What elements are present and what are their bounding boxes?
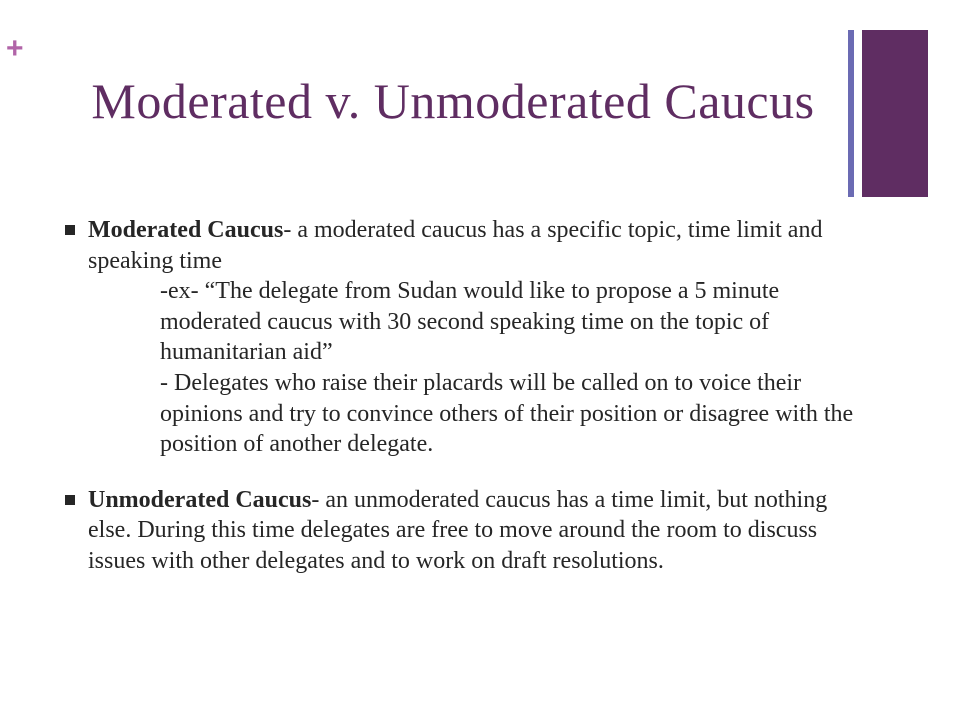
bullet-example: -ex- “The delegate from Sudan would like to propose a 5 minute moderated caucus with 30 second speaking time on the topic of humanitarian aid” [160,278,780,366]
bullet-term: Moderated Caucus [88,217,284,243]
accent-bar-thin [848,30,854,197]
plus-icon: + [6,32,24,65]
bullet-square-icon [65,225,75,235]
bullet-text: - an unmoderated caucus has a time limit, but nothing else. During this time delegates are free to move around the room to discuss issues with other delegates and to work on draft resolutions. [88,486,828,574]
bullet-moderated-caucus [64,215,854,460]
bullet-note: - Delegates who raise their placards will be called on to voice their opinions and try to convince others of their position or disagree with the position of another delegate. [160,369,854,458]
bullet-unmoderated-caucus [64,485,854,577]
slide-body [64,215,854,577]
slide-title: Moderated v. Unmoderated Caucus [91,73,815,129]
accent-bar-thick [862,30,928,197]
bullet-square-icon [65,495,75,505]
bullet-text: - a moderated caucus has a specific topic, time limit and speaking time [88,217,823,274]
bullet-term: Unmoderated Caucus [88,486,312,513]
